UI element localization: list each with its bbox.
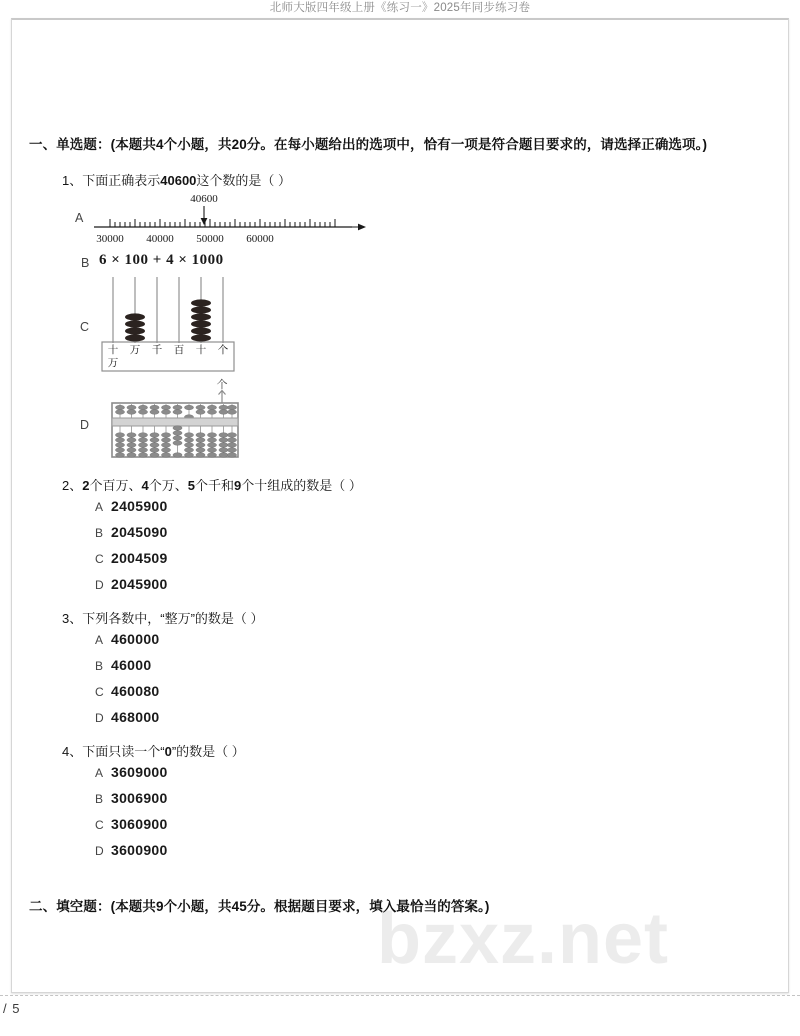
- question-1-option-b-letter[interactable]: B: [81, 256, 90, 270]
- question-2-number: 2、: [62, 478, 83, 493]
- section-heading-single-choice: 一、单选题：(本题共4个小题，共20分。在每小题给出的选项中，恰有一项是符合题目要求的，请选择正确选项。): [29, 137, 708, 152]
- section-heading-fill-in-blank: 二、填空题：(本题共9个小题，共45分。根据题目要求，填入最恰当的答案。): [29, 899, 490, 914]
- number-line-tick-label-0: 30000: [96, 233, 124, 245]
- figure-number-line: [90, 190, 370, 245]
- option-letter: D: [95, 711, 104, 725]
- question-4-option-b[interactable]: [95, 790, 168, 806]
- option-letter: C: [95, 552, 104, 566]
- option-value: 2045900: [111, 576, 168, 592]
- question-3-option-a[interactable]: [95, 631, 160, 647]
- option-letter: D: [95, 578, 104, 592]
- option-value: 3609000: [111, 764, 168, 780]
- option-value: 460000: [111, 631, 160, 647]
- question-1-option-b-expression: 6 × 100 + 4 × 1000: [99, 252, 224, 268]
- counting-rod-beads-wan: [125, 313, 145, 341]
- question-2-stem-text: 2个百万、4个万、5个千和9个十组成的数是（ ）: [82, 478, 362, 493]
- place-label-shiwan-top: 十: [107, 345, 119, 356]
- document-page: [11, 18, 789, 993]
- question-4-option-d[interactable]: [95, 842, 168, 858]
- figure-counting-rods: [97, 275, 242, 375]
- question-3-option-d[interactable]: [95, 709, 160, 725]
- question-4-number: 4、: [62, 744, 83, 759]
- option-value: 2004509: [111, 550, 168, 566]
- question-2-option-b[interactable]: [95, 524, 168, 540]
- question-2-option-c[interactable]: [95, 550, 168, 566]
- question-1-stem-pre: 下面正确表示: [82, 173, 161, 188]
- option-letter: B: [95, 659, 104, 673]
- counting-rod-beads-shi: [191, 299, 211, 341]
- number-line-marker-label: 40600: [190, 193, 218, 205]
- document-title-bar: [0, 0, 800, 17]
- option-letter: A: [95, 500, 104, 514]
- question-3-option-b[interactable]: [95, 657, 151, 673]
- question-1-option-d-letter[interactable]: D: [80, 418, 90, 432]
- question-1-option-c-letter[interactable]: C: [80, 320, 90, 334]
- figure-abacus: [102, 377, 247, 459]
- question-2-option-d[interactable]: [95, 576, 168, 592]
- question-3-number: 3、: [62, 611, 83, 626]
- number-line-tick-label-1: 40000: [146, 233, 174, 245]
- document-title: 北师大版四年级上册《练习一》2025年同步练习卷: [269, 2, 531, 14]
- watermark: bzxz.net: [377, 899, 670, 979]
- option-value: 3600900: [111, 842, 168, 858]
- option-letter: A: [95, 633, 104, 647]
- option-letter: B: [95, 792, 104, 806]
- option-value: 460080: [111, 683, 160, 699]
- footer-divider: [0, 995, 800, 996]
- place-label-shi: 十: [195, 345, 207, 356]
- question-4-stem: [62, 741, 245, 760]
- option-letter: C: [95, 818, 104, 832]
- number-line-tick-label-2: 50000: [196, 233, 224, 245]
- question-1-stem-post: 这个数的是（ ）: [196, 173, 292, 188]
- option-letter: B: [95, 526, 104, 540]
- place-label-qian: 千: [151, 345, 163, 356]
- question-3-stem-text: 下列各数中，“整万”的数是（ ）: [82, 611, 264, 626]
- place-label-bai: 百: [173, 345, 185, 356]
- question-4-option-a[interactable]: [95, 764, 168, 780]
- abacus-pointer-label: 个: [216, 379, 228, 391]
- page-footer: [0, 995, 800, 1036]
- question-2-option-a[interactable]: [95, 498, 168, 514]
- page-indicator: / 5: [3, 1001, 21, 1016]
- number-line-tick-label-3: 60000: [246, 233, 274, 245]
- question-1-number: 1、: [62, 173, 83, 188]
- option-letter: A: [95, 766, 104, 780]
- question-2-stem: [62, 475, 362, 494]
- question-1-option-a-letter[interactable]: A: [75, 211, 84, 225]
- option-value: 2405900: [111, 498, 168, 514]
- place-label-ge: 个: [217, 345, 229, 356]
- question-3-option-c[interactable]: [95, 683, 160, 699]
- option-value: 468000: [111, 709, 160, 725]
- question-1-stem: [62, 170, 291, 189]
- question-3-stem: [62, 608, 264, 627]
- option-value: 3006900: [111, 790, 168, 806]
- option-value: 2045090: [111, 524, 168, 540]
- question-4-option-c[interactable]: [95, 816, 168, 832]
- option-letter: C: [95, 685, 104, 699]
- question-1-stem-bold: 40600: [160, 173, 197, 188]
- option-letter: D: [95, 844, 104, 858]
- place-label-wan: 万: [129, 345, 141, 356]
- option-value: 46000: [111, 657, 152, 673]
- question-4-stem-text: 下面只读一个“0”的数是（ ）: [82, 744, 245, 759]
- option-value: 3060900: [111, 816, 168, 832]
- place-label-shiwan-bottom: 万: [107, 358, 119, 369]
